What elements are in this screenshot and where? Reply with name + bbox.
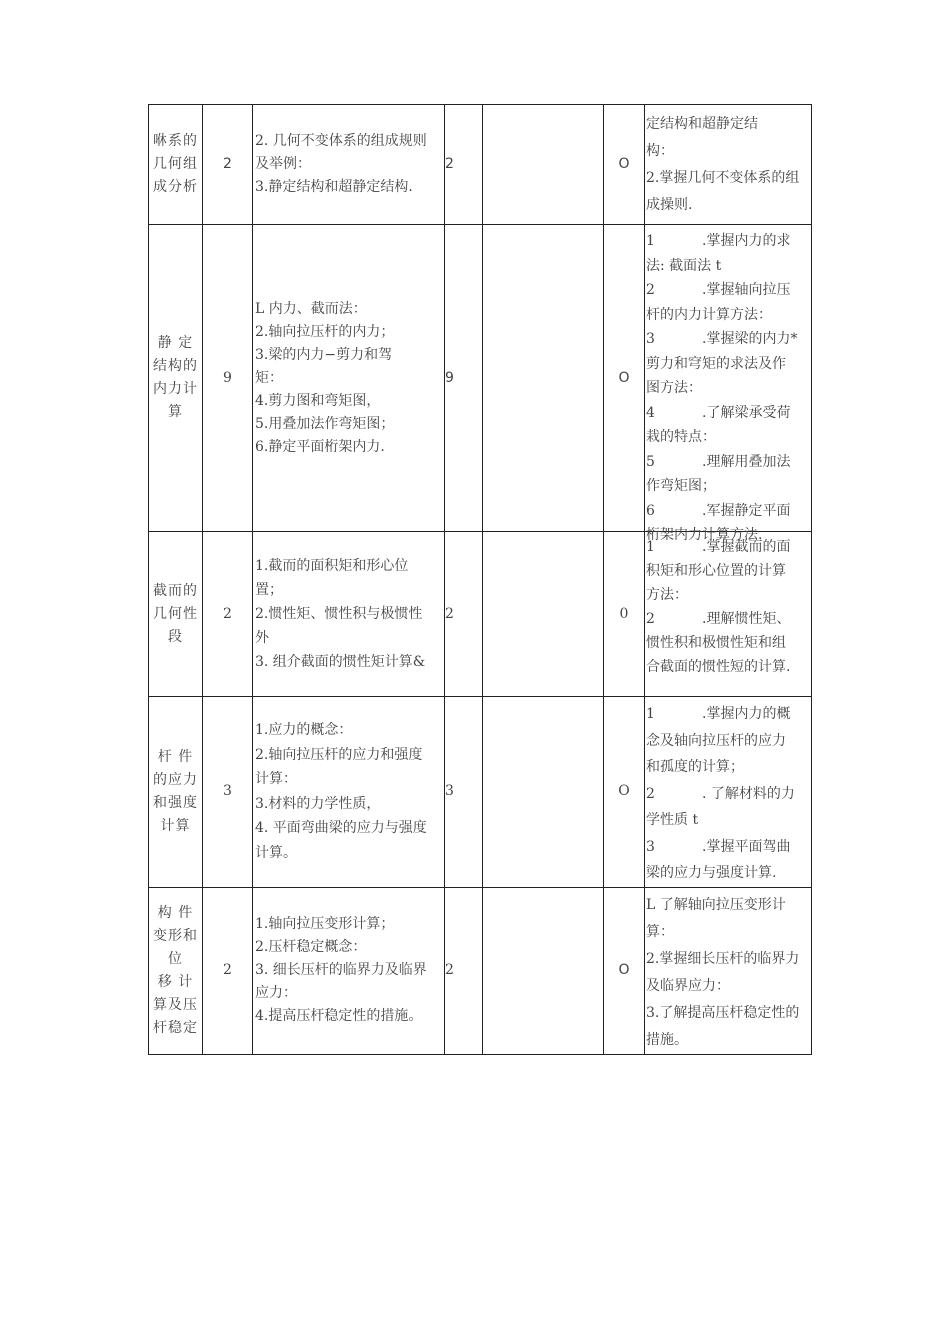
requirements-cell xyxy=(645,887,812,1054)
other-hours-cell: O xyxy=(604,697,645,888)
content-line: 3.梁的内力−剪力和驾 xyxy=(255,346,393,363)
requirement-line xyxy=(646,499,811,524)
requirement-line xyxy=(646,401,811,426)
content-line: 置； xyxy=(255,582,283,598)
requirement-line xyxy=(646,278,811,303)
requirement-text: 念及轴向拉压杆的应力 xyxy=(646,732,786,749)
content-line: 4.剪力图和弯矩图， xyxy=(255,392,381,409)
requirement-line xyxy=(646,631,811,655)
lecture-hours-cell: 2 xyxy=(445,105,483,225)
requirement-line: 定结构和超静定结 xyxy=(646,116,758,132)
content-line: 3.材料的力学性质， xyxy=(255,795,381,812)
requirement-text: .理解惯性矩、 xyxy=(702,611,791,627)
requirements-cell xyxy=(645,225,812,543)
hours-cell: 2 xyxy=(203,532,253,697)
other-hours-cell: O xyxy=(604,225,645,532)
content-line: 1.轴向拉压变形计算； xyxy=(255,916,395,932)
topic-line: 成分析 xyxy=(153,179,198,195)
requirement-line xyxy=(646,254,811,279)
requirement-number: 2 xyxy=(646,785,655,802)
requirement-text: .掌握梁的内力* xyxy=(702,331,798,347)
topic-line: 构 件 xyxy=(157,904,194,921)
requirement-line: 构： xyxy=(646,143,674,159)
requirement-text: 积矩和形心位置的计算 xyxy=(646,563,786,579)
topic-line: 段 xyxy=(168,628,183,645)
topic-line: 变形和 xyxy=(153,927,198,944)
topic-line: 的应力 xyxy=(153,771,198,788)
requirement-line xyxy=(646,728,811,755)
topic-line: 截而的 xyxy=(153,582,198,599)
requirement-text: .理解用叠加法 xyxy=(702,453,791,470)
requirement-line xyxy=(646,754,811,781)
requirement-number: 3 xyxy=(646,331,655,347)
requirement-line xyxy=(646,450,811,475)
lecture-hours-cell: 9 xyxy=(445,225,483,532)
requirement-number: 2 xyxy=(646,611,655,627)
requirement-line: 2.掌握几何不变体系的组 xyxy=(646,170,800,186)
other-hours-cell: O xyxy=(604,887,645,1054)
requirement-text: 梁的应力与强度计算. xyxy=(646,865,777,881)
content-line: 5.用叠加法作弯矩图； xyxy=(255,415,395,432)
lecture-hours-cell: 3 xyxy=(445,697,483,888)
topic-line: 几何性 xyxy=(153,605,198,622)
content-line: 2.轴向拉压杆的应力和强度 xyxy=(255,746,423,763)
topic-line: 几何组 xyxy=(153,156,198,172)
requirement-line: 措施。 xyxy=(646,1031,688,1048)
requirement-text: 图方法： xyxy=(646,380,702,396)
lecture-hours-cell: 2 xyxy=(445,887,483,1054)
requirement-number: 1 xyxy=(646,706,655,722)
requirement-line xyxy=(646,807,811,834)
content-line: 2.压杆稳定概念： xyxy=(255,939,367,955)
content-line: 计算： xyxy=(255,771,297,788)
topic-line: 杆 件 xyxy=(157,748,194,765)
requirement-text: 合截面的惯性短的计算. xyxy=(646,659,791,675)
requirement-text: 方法： xyxy=(646,587,688,603)
requirement-line xyxy=(646,860,811,887)
practice-hours-cell xyxy=(483,697,604,888)
requirement-text: 和孤度的计算； xyxy=(646,759,744,775)
topic-line: 静 定 xyxy=(157,335,194,351)
requirement-text: .掌握内力的求 xyxy=(702,233,791,249)
requirement-text: 桁架内力计算方法. xyxy=(646,527,763,543)
requirement-number: 1 xyxy=(646,233,655,249)
requirement-text: .掌握截而的面 xyxy=(702,539,791,555)
content-cell xyxy=(253,697,445,888)
requirement-text: 学性质 t xyxy=(646,812,699,828)
table-row xyxy=(149,225,812,532)
topic-line: 内力计 xyxy=(153,381,198,397)
requirement-number: 2 xyxy=(646,282,655,298)
content-line: 应力： xyxy=(255,985,297,1001)
requirement-text: 剪力和穹矩的求法及作 xyxy=(646,355,786,372)
content-line: 3.静定结构和超静定结构. xyxy=(255,179,413,195)
content-cell xyxy=(253,532,445,697)
requirement-line: 成操则. xyxy=(646,197,693,213)
requirement-line xyxy=(646,834,811,861)
requirement-line xyxy=(646,655,811,679)
content-line: 2.轴向拉压杆的内力； xyxy=(255,323,395,340)
table-row xyxy=(149,887,812,1054)
hours-cell: 2 xyxy=(203,887,253,1054)
content-line: 6.静定平面桁架内力. xyxy=(255,438,385,455)
requirement-text: .掌握轴向拉压 xyxy=(702,282,791,298)
syllabus-table xyxy=(148,104,812,1055)
requirement-line xyxy=(646,327,811,352)
requirement-number: 5 xyxy=(646,453,655,470)
requirement-line xyxy=(646,474,811,499)
content-line: 2.惯性矩、惯性积与极惯性 xyxy=(255,606,423,622)
topic-line: 和强度 xyxy=(153,794,198,811)
requirement-text: .掌握内力的概 xyxy=(702,706,791,722)
requirement-line xyxy=(646,701,811,728)
requirement-text: .军握静定平面 xyxy=(702,502,791,519)
topic-cell xyxy=(149,105,203,225)
topic-line: 杆稳定 xyxy=(153,1019,198,1036)
content-line: 3. 细长压杆的临界力及临界 xyxy=(255,962,427,978)
topic-cell xyxy=(149,887,203,1054)
content-line: 4. 平面弯曲梁的应力与强度 xyxy=(255,820,427,837)
requirement-line xyxy=(646,535,811,559)
requirement-text: 惯性积和极惯性矩和组 xyxy=(646,635,786,651)
content-line: 3. 组介截面的惯性矩计算& xyxy=(255,654,426,670)
content-cell xyxy=(253,225,445,532)
requirement-number: 6 xyxy=(646,502,655,519)
topic-line: 结构的 xyxy=(153,358,198,374)
table-row xyxy=(149,532,812,697)
hours-cell: 9 xyxy=(203,225,253,532)
content-cell xyxy=(253,105,445,225)
requirement-line: 算： xyxy=(646,923,674,940)
requirements-cell xyxy=(645,697,812,888)
lecture-hours-cell: 2 xyxy=(445,532,483,697)
content-line: 计算。 xyxy=(255,844,297,861)
other-hours-cell: 0 xyxy=(604,532,645,697)
requirement-text: . 了解材料的力 xyxy=(702,785,795,802)
topic-cell xyxy=(149,225,203,532)
requirement-line xyxy=(646,781,811,808)
content-line: 及举例： xyxy=(255,156,311,172)
content-line: 外 xyxy=(255,630,269,646)
requirement-line xyxy=(646,559,811,583)
practice-hours-cell xyxy=(483,105,604,225)
topic-line: 位 xyxy=(168,950,183,967)
topic-line: 算及压 xyxy=(153,996,198,1013)
requirement-line xyxy=(646,229,811,254)
requirement-text: .了解梁承受荷 xyxy=(702,404,791,421)
requirement-text: 栽的特点： xyxy=(646,429,716,445)
practice-hours-cell xyxy=(483,532,604,697)
requirement-text: 杆的内力计算方法： xyxy=(646,306,772,323)
topic-line: 移 计 xyxy=(157,973,194,990)
requirement-line xyxy=(646,607,811,631)
hours-cell: 2 xyxy=(203,105,253,225)
requirement-line xyxy=(646,583,811,607)
requirement-text: 法: 截面法 t xyxy=(646,257,722,274)
requirement-text: .掌握平面驾曲 xyxy=(702,838,791,855)
requirement-line xyxy=(646,352,811,377)
requirement-number: 3 xyxy=(646,838,655,855)
hours-cell: 3 xyxy=(203,697,253,888)
content-line: 4.提高压杆稳定性的措施。 xyxy=(255,1008,423,1024)
topic-line: 咻系的 xyxy=(153,133,198,149)
other-hours-cell: O xyxy=(604,105,645,225)
topic-line: 计算 xyxy=(160,817,191,834)
requirements-cell xyxy=(645,105,812,225)
topic-cell xyxy=(149,697,203,888)
content-line: 1.截而的面积矩和形心位 xyxy=(255,558,409,574)
requirement-line: L 了解轴向拉压变形计 xyxy=(646,896,786,913)
requirement-line xyxy=(646,425,811,450)
requirement-line: 3.了解提高压杆稳定性的 xyxy=(646,1004,800,1021)
content-line: L 内力、截而法： xyxy=(255,300,367,317)
requirement-number: 1 xyxy=(646,539,655,555)
requirement-line xyxy=(646,376,811,401)
topic-line: 算 xyxy=(168,404,183,420)
table-row xyxy=(149,697,812,888)
table-row xyxy=(149,105,812,225)
content-line: 2. 几何不变体系的组成规则 xyxy=(255,133,427,149)
requirement-line xyxy=(646,303,811,328)
requirements-cell xyxy=(645,532,812,697)
requirement-number: 4 xyxy=(646,404,655,421)
practice-hours-cell xyxy=(483,225,604,532)
requirement-line: 及临界应力： xyxy=(646,977,730,994)
topic-cell xyxy=(149,532,203,697)
content-line: 矩： xyxy=(255,369,283,386)
practice-hours-cell xyxy=(483,887,604,1054)
content-line: 1.应力的概念： xyxy=(255,722,353,739)
requirement-line: 2.掌握细长压杆的临界力 xyxy=(646,950,800,967)
requirement-text: 作弯矩图； xyxy=(646,478,716,494)
content-cell xyxy=(253,887,445,1054)
